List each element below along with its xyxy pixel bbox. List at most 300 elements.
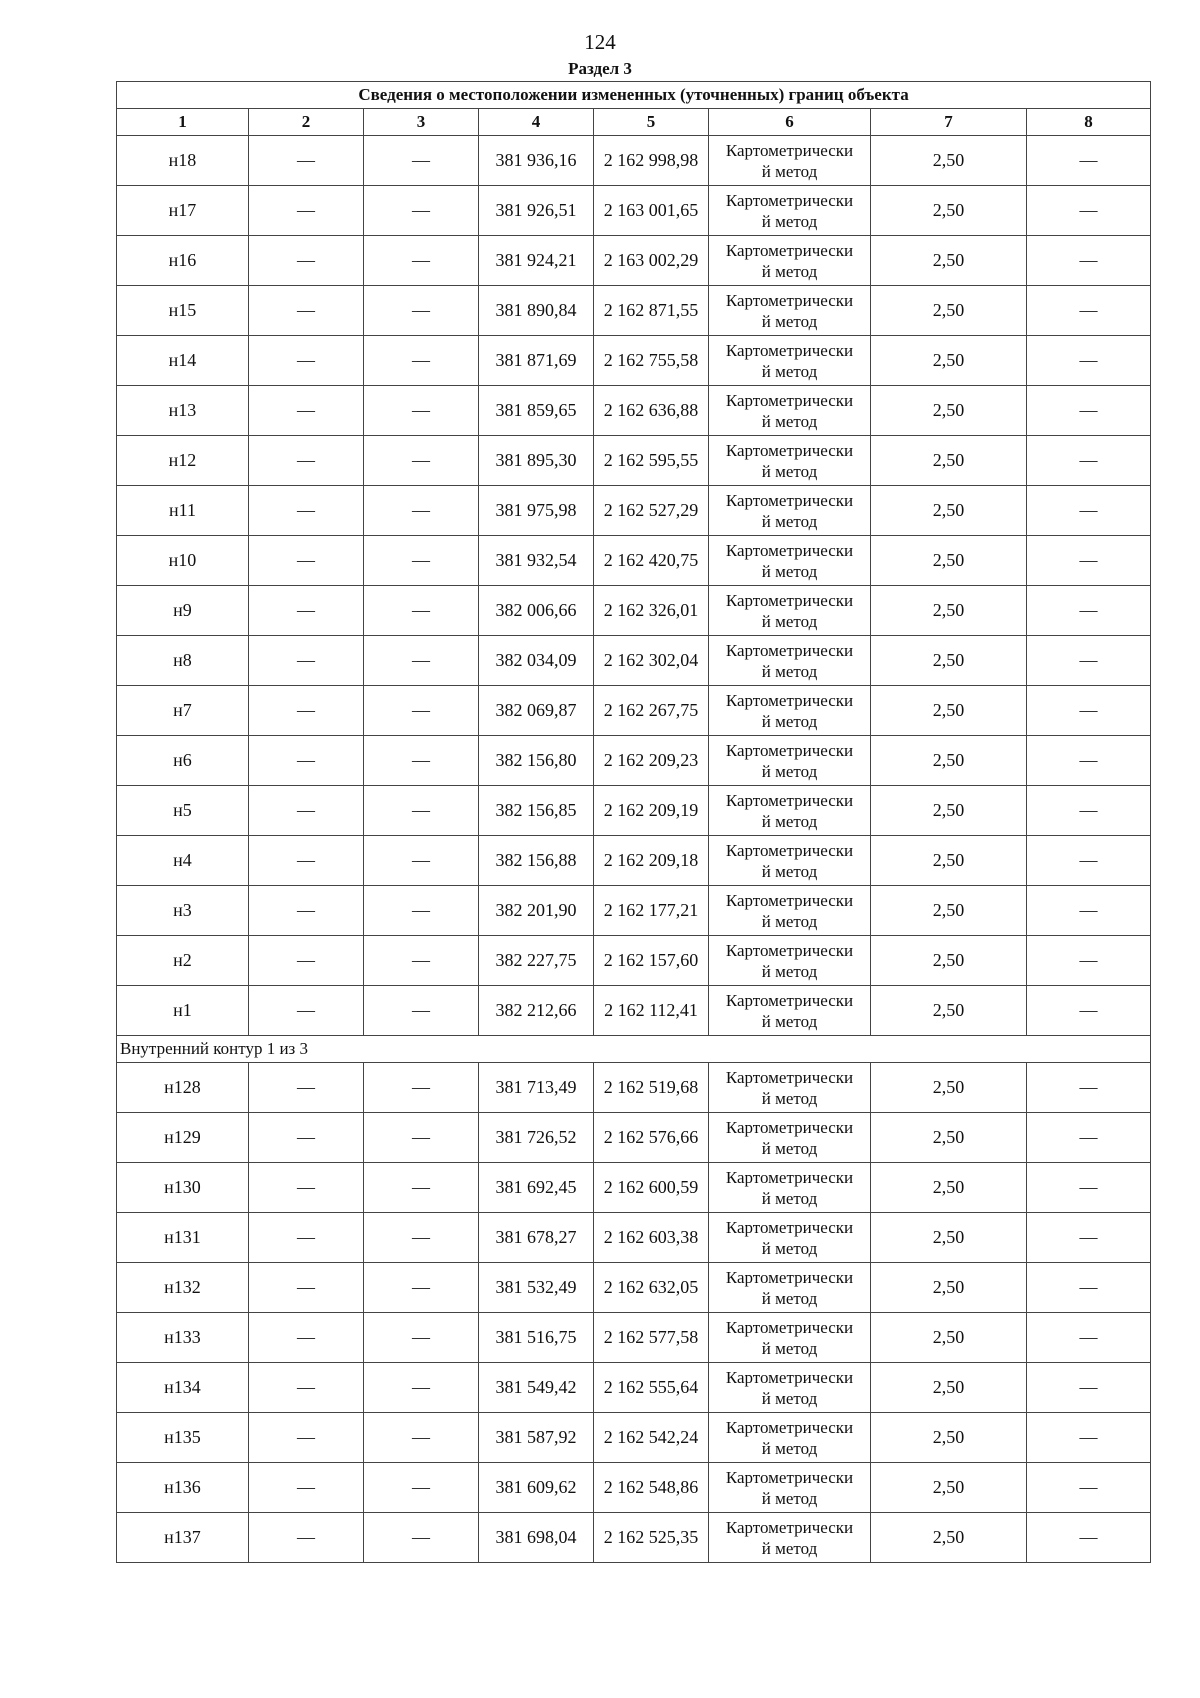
point-name-cell: н135 [117,1413,249,1463]
method-text-line: й метод [761,361,818,381]
precision-cell: 2,50 [871,436,1027,486]
method-text-line: й метод [761,861,818,881]
coord-x-cell: 381 516,75 [479,1313,594,1363]
precision-cell: 2,50 [871,1513,1027,1563]
method-text-line: й метод [761,611,818,631]
method-text-line: й метод [761,1238,818,1258]
method-cell [709,1213,871,1263]
col-2-value-cell: — [249,1313,364,1363]
col-2-value-cell: — [249,486,364,536]
point-name-cell: н11 [117,486,249,536]
method-cell [709,1513,871,1563]
col-3-value-cell: — [364,486,479,536]
coord-x-cell: 382 201,90 [479,886,594,936]
coord-y-cell: 2 162 177,21 [594,886,709,936]
col-8-value-cell: — [1027,1063,1151,1113]
precision-cell: 2,50 [871,186,1027,236]
method-cell [709,786,871,836]
method-text-line: й метод [761,211,818,231]
col-8-value-cell: — [1027,1513,1151,1563]
method-text-line: й метод [761,911,818,931]
method-text-line: й метод [761,811,818,831]
col-8-value-cell: — [1027,386,1151,436]
method-text-line: Картометрически [725,1217,854,1237]
coord-x-cell: 382 156,80 [479,736,594,786]
table-row [117,786,1151,836]
method-cell [709,186,871,236]
col-8-value-cell: — [1027,236,1151,286]
coord-y-cell: 2 162 302,04 [594,636,709,686]
method-cell [709,936,871,986]
precision-cell: 2,50 [871,486,1027,536]
col-2-value-cell: — [249,1413,364,1463]
col-3-value-cell: — [364,1463,479,1513]
col-3-value-cell: — [364,886,479,936]
coord-y-cell: 2 162 527,29 [594,486,709,536]
column-header-row [117,109,1151,136]
precision-cell: 2,50 [871,1213,1027,1263]
point-name-cell: н6 [117,736,249,786]
coord-x-cell: 382 212,66 [479,986,594,1036]
table-row [117,686,1151,736]
table-row [117,1213,1151,1263]
table-row [117,886,1151,936]
coord-y-cell: 2 162 326,01 [594,586,709,636]
col-2-value-cell: — [249,536,364,586]
col-2-value-cell: — [249,786,364,836]
table-row [117,836,1151,886]
table-title-row [117,82,1151,109]
col-8-value-cell: — [1027,1463,1151,1513]
coord-x-cell: 381 678,27 [479,1213,594,1263]
table-row [117,1113,1151,1163]
method-cell [709,1163,871,1213]
method-text-line: Картометрически [725,490,854,510]
column-header: 1 [117,109,249,136]
col-8-value-cell: — [1027,136,1151,186]
method-cell [709,336,871,386]
method-text-line: й метод [761,1338,818,1358]
table-row [117,636,1151,686]
method-text-line: Картометрически [725,990,854,1010]
col-8-value-cell: — [1027,1213,1151,1263]
column-header: 5 [594,109,709,136]
col-3-value-cell: — [364,936,479,986]
col-8-value-cell: — [1027,936,1151,986]
point-name-cell: н17 [117,186,249,236]
coord-x-cell: 381 713,49 [479,1063,594,1113]
point-name-cell: н15 [117,286,249,336]
column-header: 8 [1027,109,1151,136]
method-text-line: й метод [761,1188,818,1208]
method-text-line: Картометрически [725,240,854,260]
precision-cell: 2,50 [871,1163,1027,1213]
method-text-line: й метод [761,461,818,481]
coord-y-cell: 2 162 519,68 [594,1063,709,1113]
point-name-cell: н1 [117,986,249,1036]
coord-y-cell: 2 162 525,35 [594,1513,709,1563]
coord-y-cell: 2 162 542,24 [594,1413,709,1463]
col-3-value-cell: — [364,1313,479,1363]
col-8-value-cell: — [1027,736,1151,786]
table-row [117,1163,1151,1213]
col-8-value-cell: — [1027,436,1151,486]
method-text-line: й метод [761,761,818,781]
col-8-value-cell: — [1027,836,1151,886]
point-name-cell: н8 [117,636,249,686]
contour-label: Внутренний контур 1 из 3 [117,1036,1151,1063]
coord-x-cell: 381 871,69 [479,336,594,386]
method-cell [709,986,871,1036]
precision-cell: 2,50 [871,336,1027,386]
col-3-value-cell: — [364,586,479,636]
precision-cell: 2,50 [871,1463,1027,1513]
coord-y-cell: 2 163 001,65 [594,186,709,236]
col-2-value-cell: — [249,1363,364,1413]
col-8-value-cell: — [1027,486,1151,536]
table-row [117,1413,1151,1463]
table-row [117,286,1151,336]
col-2-value-cell: — [249,986,364,1036]
coord-x-cell: 381 859,65 [479,386,594,436]
coord-x-cell: 382 227,75 [479,936,594,986]
col-3-value-cell: — [364,136,479,186]
coord-y-cell: 2 162 576,66 [594,1113,709,1163]
method-text-line: Картометрически [725,540,854,560]
method-text-line: Картометрически [725,1317,854,1337]
point-name-cell: н128 [117,1063,249,1113]
col-2-value-cell: — [249,386,364,436]
col-2-value-cell: — [249,586,364,636]
table-row [117,1513,1151,1563]
method-text-line: Картометрически [725,840,854,860]
precision-cell: 2,50 [871,236,1027,286]
point-name-cell: н14 [117,336,249,386]
coord-x-cell: 381 532,49 [479,1263,594,1313]
coord-x-cell: 382 156,88 [479,836,594,886]
page-number: 124 [584,30,616,54]
method-text-line: й метод [761,1388,818,1408]
col-8-value-cell: — [1027,1363,1151,1413]
method-text-line: Картометрически [725,740,854,760]
method-cell [709,1263,871,1313]
coord-x-cell: 381 975,98 [479,486,594,536]
method-cell [709,386,871,436]
table-row [117,186,1151,236]
coord-x-cell: 381 924,21 [479,236,594,286]
table-row [117,536,1151,586]
method-text-line: Картометрически [725,290,854,310]
method-text-line: й метод [761,311,818,331]
col-3-value-cell: — [364,736,479,786]
table-row [117,586,1151,636]
method-text-line: й метод [761,961,818,981]
method-cell [709,1363,871,1413]
coord-y-cell: 2 162 595,55 [594,436,709,486]
method-text-line: Картометрически [725,340,854,360]
column-header: 6 [709,109,871,136]
col-3-value-cell: — [364,986,479,1036]
coord-y-cell: 2 162 267,75 [594,686,709,736]
precision-cell: 2,50 [871,886,1027,936]
point-name-cell: н133 [117,1313,249,1363]
table-row [117,236,1151,286]
table-row [117,436,1151,486]
method-text-line: й метод [761,411,818,431]
coord-y-cell: 2 162 555,64 [594,1363,709,1413]
section-title: Раздел 3 [568,59,632,78]
col-2-value-cell: — [249,836,364,886]
col-8-value-cell: — [1027,586,1151,636]
method-cell [709,736,871,786]
method-text-line: Картометрически [725,1167,854,1187]
col-3-value-cell: — [364,1363,479,1413]
point-name-cell: н16 [117,236,249,286]
point-name-cell: н12 [117,436,249,486]
table-title: Сведения о местоположении измененных (уточненных) границ объекта [117,82,1151,109]
point-name-cell: н134 [117,1363,249,1413]
col-8-value-cell: — [1027,636,1151,686]
method-cell [709,136,871,186]
table-row [117,986,1151,1036]
col-3-value-cell: — [364,1113,479,1163]
coord-x-cell: 381 926,51 [479,186,594,236]
point-name-cell: н5 [117,786,249,836]
coord-x-cell: 382 156,85 [479,786,594,836]
method-text-line: й метод [761,1288,818,1308]
method-cell [709,586,871,636]
method-text-line: Картометрически [725,790,854,810]
col-2-value-cell: — [249,136,364,186]
method-text-line: й метод [761,161,818,181]
precision-cell: 2,50 [871,1113,1027,1163]
col-8-value-cell: — [1027,286,1151,336]
table-row [117,1063,1151,1113]
coord-x-cell: 382 006,66 [479,586,594,636]
col-8-value-cell: — [1027,1263,1151,1313]
col-8-value-cell: — [1027,786,1151,836]
point-name-cell: н136 [117,1463,249,1513]
method-cell [709,236,871,286]
method-text-line: Картометрически [725,1117,854,1137]
precision-cell: 2,50 [871,686,1027,736]
point-name-cell: н130 [117,1163,249,1213]
method-text-line: й метод [761,1488,818,1508]
coord-y-cell: 2 162 603,38 [594,1213,709,1263]
method-cell [709,436,871,486]
method-text-line: Картометрически [725,590,854,610]
table-row [117,1263,1151,1313]
coord-y-cell: 2 162 157,60 [594,936,709,986]
col-8-value-cell: — [1027,186,1151,236]
col-3-value-cell: — [364,236,479,286]
point-name-cell: н132 [117,1263,249,1313]
table-row [117,1363,1151,1413]
table-body [117,82,1151,1563]
col-8-value-cell: — [1027,1113,1151,1163]
precision-cell: 2,50 [871,836,1027,886]
coord-y-cell: 2 162 600,59 [594,1163,709,1213]
contour-label-row [117,1036,1151,1063]
col-3-value-cell: — [364,436,479,486]
coord-y-cell: 2 162 209,19 [594,786,709,836]
col-3-value-cell: — [364,1163,479,1213]
precision-cell: 2,50 [871,786,1027,836]
boundary-coordinates-table [116,81,1151,1563]
method-text-line: й метод [761,561,818,581]
coord-x-cell: 382 069,87 [479,686,594,736]
col-2-value-cell: — [249,1113,364,1163]
method-cell [709,636,871,686]
col-2-value-cell: — [249,1213,364,1263]
col-8-value-cell: — [1027,536,1151,586]
point-name-cell: н2 [117,936,249,986]
method-cell [709,836,871,886]
table-row [117,386,1151,436]
method-text-line: Картометрически [725,640,854,660]
method-text-line: Картометрически [725,190,854,210]
precision-cell: 2,50 [871,536,1027,586]
col-2-value-cell: — [249,1463,364,1513]
coord-y-cell: 2 162 636,88 [594,386,709,436]
table-row [117,336,1151,386]
method-cell [709,686,871,736]
precision-cell: 2,50 [871,1063,1027,1113]
coord-y-cell: 2 163 002,29 [594,236,709,286]
point-name-cell: н4 [117,836,249,886]
coord-y-cell: 2 162 209,18 [594,836,709,886]
column-header: 2 [249,109,364,136]
point-name-cell: н13 [117,386,249,436]
precision-cell: 2,50 [871,386,1027,436]
col-2-value-cell: — [249,1063,364,1113]
method-text-line: й метод [761,1011,818,1031]
coord-y-cell: 2 162 209,23 [594,736,709,786]
col-8-value-cell: — [1027,686,1151,736]
col-3-value-cell: — [364,1063,479,1113]
col-2-value-cell: — [249,686,364,736]
col-3-value-cell: — [364,336,479,386]
col-3-value-cell: — [364,1263,479,1313]
col-3-value-cell: — [364,1413,479,1463]
coord-y-cell: 2 162 420,75 [594,536,709,586]
point-name-cell: н10 [117,536,249,586]
coord-y-cell: 2 162 998,98 [594,136,709,186]
col-3-value-cell: — [364,686,479,736]
col-2-value-cell: — [249,736,364,786]
col-3-value-cell: — [364,1513,479,1563]
precision-cell: 2,50 [871,136,1027,186]
coord-x-cell: 381 932,54 [479,536,594,586]
col-2-value-cell: — [249,436,364,486]
coord-x-cell: 381 895,30 [479,436,594,486]
method-cell [709,1463,871,1513]
table-row [117,136,1151,186]
col-8-value-cell: — [1027,336,1151,386]
method-text-line: Картометрически [725,140,854,160]
table-row [117,936,1151,986]
col-8-value-cell: — [1027,886,1151,936]
coord-x-cell: 382 034,09 [479,636,594,686]
precision-cell: 2,50 [871,1263,1027,1313]
method-text-line: й метод [761,1538,818,1558]
col-3-value-cell: — [364,186,479,236]
col-3-value-cell: — [364,386,479,436]
col-8-value-cell: — [1027,1163,1151,1213]
table-row [117,736,1151,786]
method-text-line: Картометрически [725,940,854,960]
col-2-value-cell: — [249,286,364,336]
precision-cell: 2,50 [871,286,1027,336]
method-text-line: Картометрически [725,1067,854,1087]
col-2-value-cell: — [249,636,364,686]
precision-cell: 2,50 [871,936,1027,986]
method-cell [709,536,871,586]
method-text-line: Картометрически [725,890,854,910]
table-row [117,1313,1151,1363]
col-3-value-cell: — [364,836,479,886]
precision-cell: 2,50 [871,986,1027,1036]
col-8-value-cell: — [1027,1413,1151,1463]
method-text-line: Картометрически [725,1417,854,1437]
precision-cell: 2,50 [871,1413,1027,1463]
precision-cell: 2,50 [871,636,1027,686]
col-8-value-cell: — [1027,986,1151,1036]
precision-cell: 2,50 [871,586,1027,636]
point-name-cell: н137 [117,1513,249,1563]
precision-cell: 2,50 [871,1363,1027,1413]
precision-cell: 2,50 [871,1313,1027,1363]
method-text-line: Картометрически [725,690,854,710]
col-3-value-cell: — [364,1213,479,1263]
method-text-line: Картометрически [725,1367,854,1387]
method-text-line: й метод [761,711,818,731]
point-name-cell: н131 [117,1213,249,1263]
precision-cell: 2,50 [871,736,1027,786]
point-name-cell: н129 [117,1113,249,1163]
coord-x-cell: 381 609,62 [479,1463,594,1513]
point-name-cell: н3 [117,886,249,936]
col-2-value-cell: — [249,236,364,286]
method-cell [709,286,871,336]
col-3-value-cell: — [364,786,479,836]
column-header: 7 [871,109,1027,136]
coord-x-cell: 381 890,84 [479,286,594,336]
coord-y-cell: 2 162 548,86 [594,1463,709,1513]
coord-x-cell: 381 698,04 [479,1513,594,1563]
point-name-cell: н7 [117,686,249,736]
table-row [117,1463,1151,1513]
col-2-value-cell: — [249,1163,364,1213]
column-header: 4 [479,109,594,136]
method-text-line: Картометрически [725,1267,854,1287]
col-3-value-cell: — [364,636,479,686]
table-row [117,486,1151,536]
method-text-line: Картометрически [725,390,854,410]
col-2-value-cell: — [249,886,364,936]
col-2-value-cell: — [249,936,364,986]
method-text-line: Картометрически [725,1517,854,1537]
point-name-cell: н9 [117,586,249,636]
col-2-value-cell: — [249,186,364,236]
method-text-line: Картометрически [725,440,854,460]
col-2-value-cell: — [249,336,364,386]
col-2-value-cell: — [249,1263,364,1313]
method-text-line: й метод [761,1438,818,1458]
coord-y-cell: 2 162 871,55 [594,286,709,336]
coord-y-cell: 2 162 112,41 [594,986,709,1036]
coord-x-cell: 381 936,16 [479,136,594,186]
